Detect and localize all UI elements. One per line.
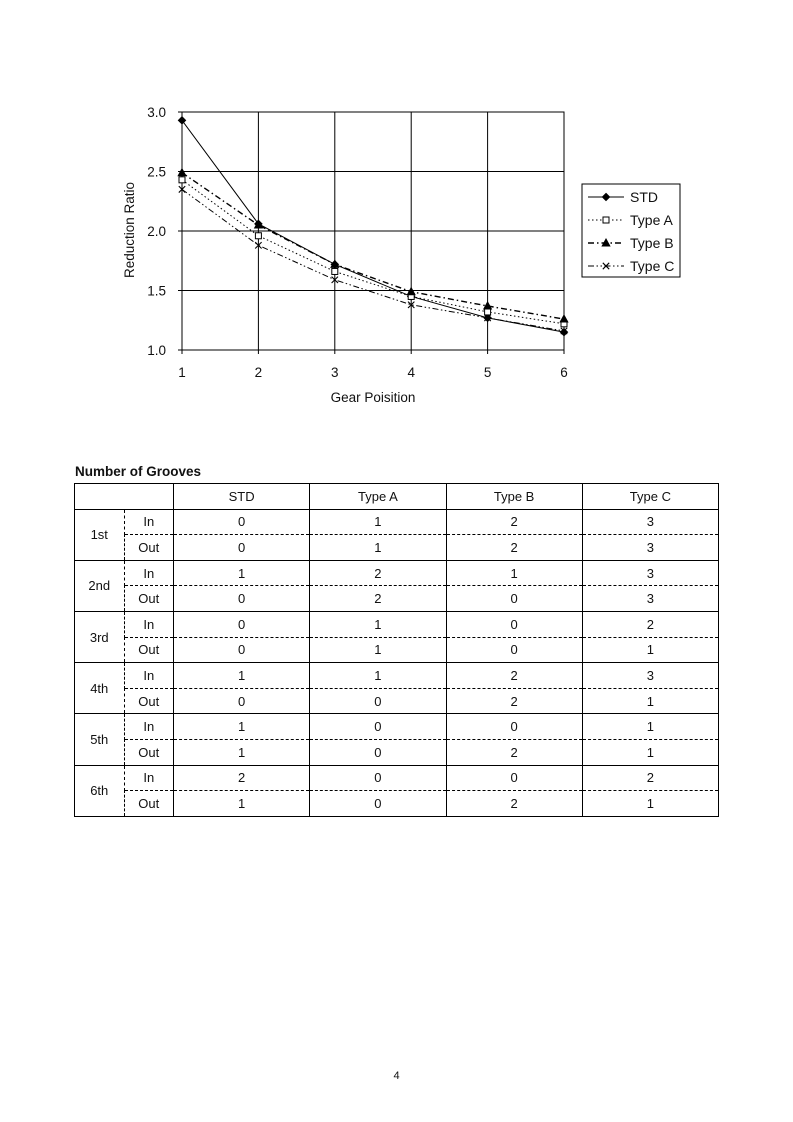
direction-label: In [124, 765, 174, 791]
direction-label: In [124, 560, 174, 586]
table-row [75, 688, 719, 714]
x-axis-label: Gear Poisition [330, 390, 416, 405]
data-point-triangle [484, 302, 492, 309]
x-tick-label: 4 [407, 365, 415, 380]
table-cell: 0 [310, 765, 446, 791]
series-type-c [179, 186, 567, 334]
table-cell: 1 [582, 637, 718, 663]
table-cell: 2 [310, 560, 446, 586]
table-cell: 1 [310, 509, 446, 535]
table-cell: 3 [582, 560, 718, 586]
table-cell: 2 [446, 663, 582, 689]
table-row [75, 739, 719, 765]
x-tick-labels [178, 365, 568, 380]
table-cell: 1 [310, 637, 446, 663]
table-cell: 2 [446, 739, 582, 765]
table-row [75, 611, 719, 637]
table-cell: 1 [310, 611, 446, 637]
chart-series [178, 117, 568, 336]
table-row [75, 765, 719, 791]
y-tick-labels [147, 105, 166, 358]
table-cell: 0 [310, 791, 446, 817]
table-row [75, 637, 719, 663]
series-type-a [179, 177, 567, 327]
series-line [182, 173, 564, 319]
direction-label: In [124, 663, 174, 689]
table-row [75, 586, 719, 612]
y-tick-label: 3.0 [147, 105, 166, 120]
header-type-a: Type A [310, 484, 446, 510]
x-tick-label: 3 [331, 365, 339, 380]
x-tick-label: 2 [254, 365, 263, 380]
table-cell: 3 [582, 663, 718, 689]
data-point-triangle [178, 169, 186, 176]
table-cell: 0 [310, 714, 446, 740]
header-std: STD [174, 484, 310, 510]
series-line [182, 180, 564, 324]
gear-label: 4th [75, 663, 125, 714]
table-cell: 2 [446, 791, 582, 817]
table-cell: 2 [310, 586, 446, 612]
direction-label: Out [124, 535, 174, 561]
direction-label: Out [124, 739, 174, 765]
direction-label: Out [124, 637, 174, 663]
table-cell: 0 [174, 535, 310, 561]
table-cell: 1 [174, 714, 310, 740]
table-title: Number of Grooves [75, 464, 202, 479]
table-cell: 0 [446, 714, 582, 740]
table-row [75, 560, 719, 586]
data-point-diamond [178, 117, 185, 124]
x-tick-label: 5 [483, 365, 492, 380]
table-cell: 1 [310, 663, 446, 689]
table-row [75, 509, 719, 535]
y-axis-label: Reduction Ratio [122, 181, 137, 279]
table-cell: 1 [582, 791, 718, 817]
header-type-c: Type C [582, 484, 718, 510]
y-tick-label: 2.5 [147, 164, 166, 180]
legend-label: Type A [630, 212, 673, 228]
table-cell: 1 [582, 714, 718, 740]
data-point-triangle [560, 315, 568, 322]
table-cell: 0 [310, 688, 446, 714]
table-cell: 1 [582, 739, 718, 765]
page-number: 4 [393, 1070, 400, 1082]
series-line [182, 120, 564, 332]
grooves-table [74, 483, 719, 817]
direction-label: Out [124, 791, 174, 817]
table-cell: 0 [446, 765, 582, 791]
table-cell: 1 [174, 791, 310, 817]
x-tick-label: 1 [178, 365, 186, 380]
data-point-diamond [560, 329, 567, 336]
table-cell: 2 [446, 509, 582, 535]
header-type-b: Type B [446, 484, 582, 510]
legend-label: Type C [630, 258, 675, 274]
data-point-square [603, 217, 609, 223]
table-cell: 1 [446, 560, 582, 586]
series-type-b [178, 169, 568, 322]
table-cell: 2 [582, 765, 718, 791]
table-cell: 1 [174, 739, 310, 765]
table-cell: 0 [446, 586, 582, 612]
chart-grid [178, 112, 564, 354]
table-cell: 2 [582, 611, 718, 637]
gear-label: 5th [75, 714, 125, 765]
table-cell: 0 [446, 611, 582, 637]
table-cell: 1 [582, 688, 718, 714]
table-cell: 0 [174, 586, 310, 612]
table-row [75, 791, 719, 817]
table-cell: 0 [310, 739, 446, 765]
table-cell: 1 [174, 663, 310, 689]
gear-label: 6th [75, 765, 125, 816]
direction-label: In [124, 714, 174, 740]
legend-label: STD [630, 189, 658, 205]
direction-label: In [124, 611, 174, 637]
table-cell: 0 [174, 688, 310, 714]
header-corner-cell [75, 484, 174, 510]
table-cell: 0 [174, 637, 310, 663]
data-point-square [332, 268, 338, 274]
table-cell: 2 [446, 688, 582, 714]
data-point-square [255, 233, 261, 239]
x-tick-label: 6 [560, 365, 568, 380]
data-point-square [485, 309, 491, 315]
y-tick-label: 2.0 [147, 224, 166, 239]
table-header-row [75, 484, 719, 510]
gear-label: 3rd [75, 611, 125, 662]
direction-label: In [124, 509, 174, 535]
legend-label: Type B [630, 235, 674, 251]
table-cell: 3 [582, 535, 718, 561]
reduction-ratio-chart [0, 0, 793, 440]
table-cell: 3 [582, 509, 718, 535]
table-cell: 0 [446, 637, 582, 663]
data-point-square [179, 177, 185, 183]
series-std [178, 117, 567, 336]
table-row [75, 535, 719, 561]
table-cell: 0 [174, 611, 310, 637]
y-tick-label: 1.0 [147, 343, 166, 358]
table-row [75, 714, 719, 740]
direction-label: Out [124, 688, 174, 714]
table-cell: 3 [582, 586, 718, 612]
table-cell: 0 [174, 509, 310, 535]
table-row [75, 663, 719, 689]
y-tick-label: 1.5 [147, 283, 166, 299]
table-cell: 1 [310, 535, 446, 561]
gear-label: 2nd [75, 560, 125, 611]
direction-label: Out [124, 586, 174, 612]
table-cell: 2 [174, 765, 310, 791]
table-cell: 1 [174, 560, 310, 586]
gear-label: 1st [75, 509, 125, 560]
table-cell: 2 [446, 535, 582, 561]
